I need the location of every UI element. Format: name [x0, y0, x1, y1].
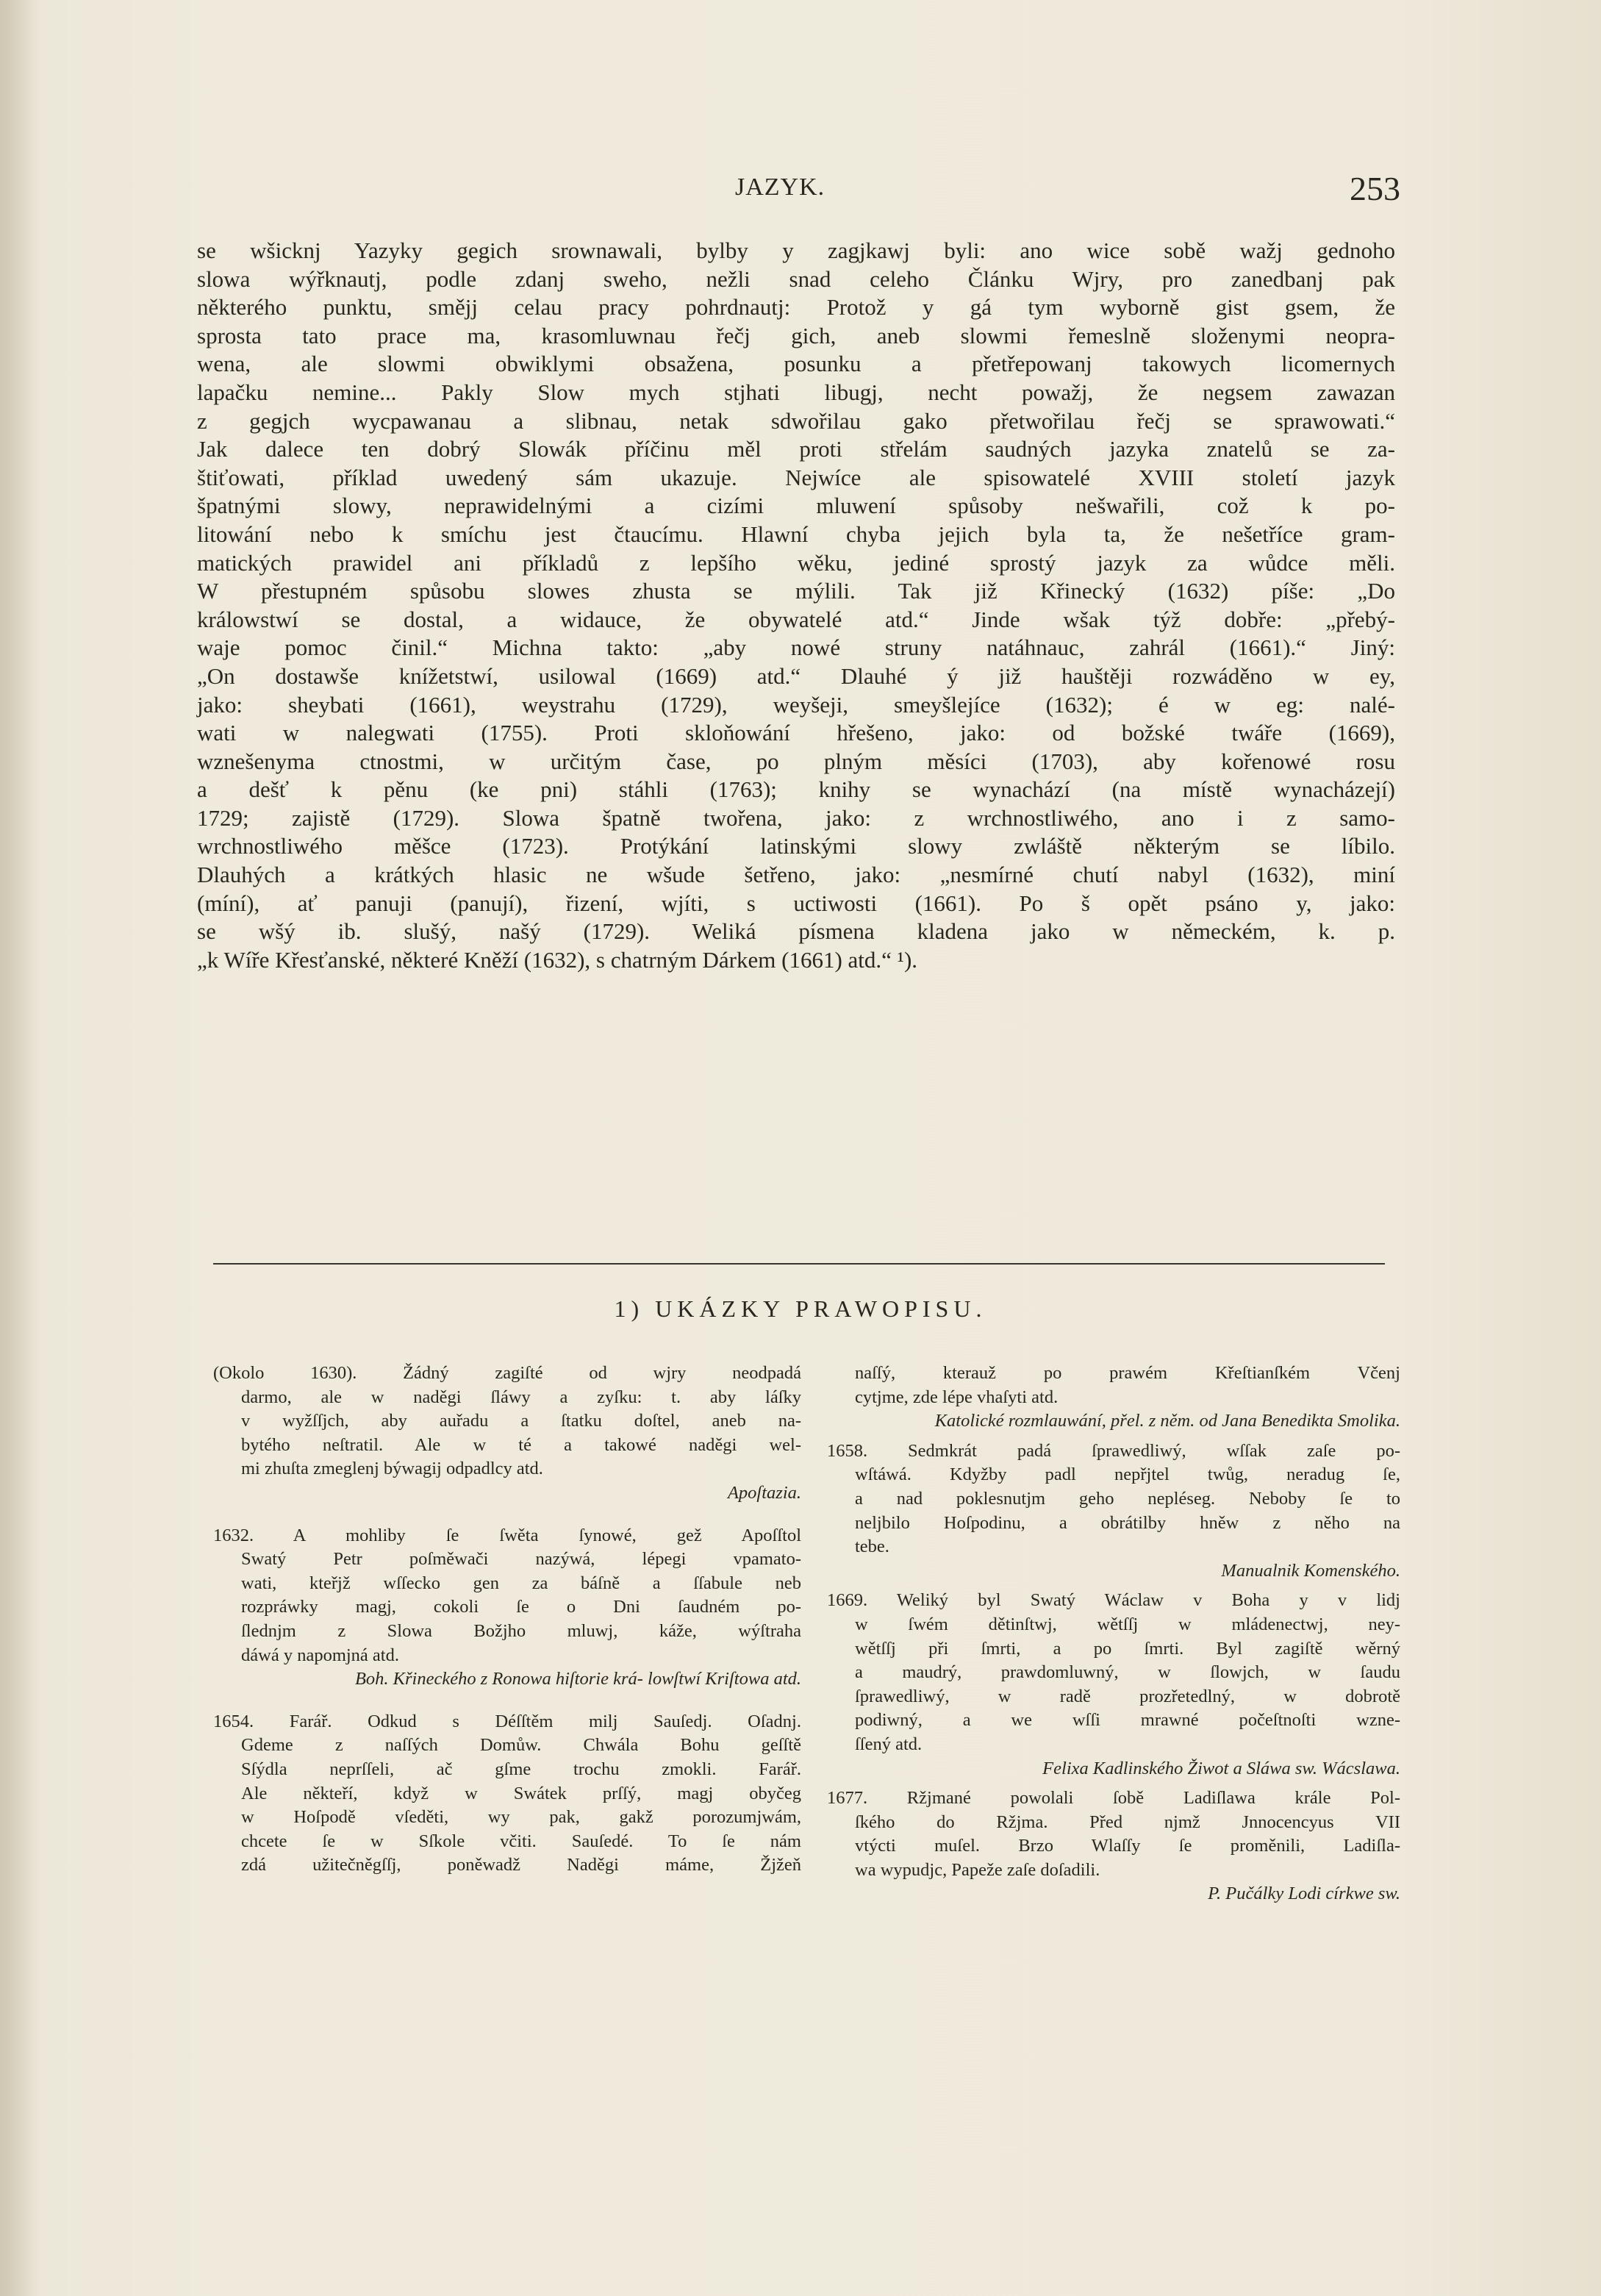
- main-text-line: některého punktu, smějj celau pracy pohrdnautj: Protož y gá tym wyborně gist gsem, že: [197, 294, 1395, 321]
- main-text-line: štiťowati, příklad uwedený sám ukazuje. Nejwíce ale spisowatelé XVIII století jazyk: [197, 464, 1395, 490]
- main-text-line: W přestupném spůsobu slowes zhusta se mýlili. Tak již Křinecký (1632) píše: „Do: [197, 578, 1395, 604]
- sample-line: podiwný, a we wſſi mrawné počeſtnoſti wzne-: [855, 1710, 1400, 1731]
- sample-source: Manualnik Komenského.: [1221, 1560, 1400, 1581]
- section-divider: [213, 1263, 1385, 1265]
- sample-source: Katolické rozmlauwání, přel. z něm. od Jana Benedikta Smolika.: [934, 1411, 1400, 1431]
- sample-line: w Hoſpodě vſeděti, wy pak, gakž porozumjwám,: [241, 1807, 801, 1828]
- main-text-line: litowání nebo k smíchu jest čtaucímu. Hlawní chyba jejich byla ta, že nešetříce gram-: [197, 521, 1395, 547]
- sample-line: mi zhuſta zmeglenj býwagij odpadlcy atd.: [241, 1459, 543, 1479]
- sample-source: P. Pučálky Lodi církwe sw.: [1208, 1884, 1400, 1904]
- sample-line: wětſſj při ſmrti, a po ſmrti. Byl zagiſtě wěrný: [855, 1638, 1400, 1659]
- appendix-heading: 1) UKÁZKY PRAWOPISU.: [614, 1295, 987, 1322]
- main-text-line: Dlauhých a krátkých hlasic ne wšude šetřeno, jako: „nesmírné chutí nabyl (1632), miní: [197, 862, 1395, 888]
- main-text-line: „On dostawše knížetstwí, usilowal (1669) atd.“ Dlauhé ý již hauštěji rozwáděno w ey,: [197, 662, 1395, 689]
- main-text-line: wena, ale slowmi obwiklymi obsažena, posunku a přetřepowanj takowych licomernych: [197, 351, 1395, 377]
- sample-line: neljbilo Hoſpodinu, a obrátilby hněw z něho na: [855, 1512, 1400, 1533]
- sample-line: wati, kteřjž wſſecko gen za báſně a ſſabule neb: [241, 1573, 801, 1593]
- sample-source: Apoſtazia.: [727, 1482, 801, 1503]
- main-text-line: se wšicknj Yazyky gegich srownawali, bylby y zagjkawj byli: ano wice sobě wažj gednoho: [197, 237, 1395, 263]
- appendix-left-column: [213, 1362, 801, 1878]
- sample-line: a maudrý, prawdomluwný, w ſlowjch, w ſaudu: [855, 1662, 1400, 1683]
- sample-line: 1658. Sedmkrát padá ſprawedliwý, wſſak zaſe po-: [827, 1440, 1400, 1461]
- sample-line: bytého neſtratil. Ale w té a takowé naděgi wel-: [241, 1434, 801, 1455]
- sample-line: Gdeme z naſſých Domůw. Chwála Bohu geſſtě: [241, 1735, 801, 1756]
- main-text-line: z gegjch wycpawanau a slibnau, netak sdwořilau gako přetwořilau řečj se sprawowati.“: [197, 407, 1395, 434]
- main-text-line: slowa wýřknautj, podle zdanj sweho, nežli snad celeho Článku Wjry, pro zanedbanj pak: [197, 265, 1395, 292]
- main-text-line: „k Wíře Křesťanské, některé Kněží (1632), s chatrným Dárkem (1661) atd.“ ¹).: [197, 946, 918, 973]
- main-text-line: wati w nalegwati (1755). Proti skloňowání hřešeno, jako: od božské twáře (1669),: [197, 720, 1395, 746]
- sample-line: 1669. Weliký byl Swatý Wáclaw v Boha y v lidj: [827, 1590, 1400, 1611]
- sample-line: Ale někteří, když w Swátek prſſý, magj obyčeg: [241, 1783, 801, 1803]
- main-text-line: 1729; zajistě (1729). Slowa špatně twořena, jako: z wrchnostliwého, ano i z samo-: [197, 804, 1395, 831]
- sample-source: Boh. Křineckého z Ronowa hiſtorie krá- lowſtwí Kriſtowa atd.: [354, 1669, 801, 1689]
- sample-line: Swatý Petr poſměwači nazýwá, lépegi vpamato-: [241, 1549, 801, 1570]
- sample-line: w ſwém dětinſtwj, wětſſj w mládenectwj, ney-: [855, 1614, 1400, 1634]
- running-title: JAZYK.: [735, 174, 825, 201]
- main-text-line: se wšý ib. slušý, našý (1729). Weliká písmena kladena jako w německém, k. p.: [197, 918, 1395, 945]
- sample-line: ſprawedliwý, w radě prozřetedlný, w dobrotě: [855, 1686, 1400, 1706]
- sample-line: v wyžſſjch, aby auřadu a ſtatku doſtel, aneb na-: [241, 1411, 801, 1431]
- main-text-line: a dešť k pěnu (ke pni) stáhli (1763); knihy se wynachází (na místě wynacházejí): [197, 776, 1395, 803]
- sample-line: (Okolo 1630). Žádný zagiſté od wjry neodpadá: [213, 1363, 801, 1383]
- main-text-line: špatnými slowy, neprawidelnými a cizími mluwení spůsoby nešwařili, což k po-: [197, 493, 1395, 519]
- sample-line: naſſý, kterauž po prawém Křeſtianſkém Včenj: [855, 1363, 1400, 1383]
- sample-line: dáwá y napomjná atd.: [241, 1645, 399, 1665]
- sample-line: a nad poklesnutjm geho nepléseg. Neboby ſe to: [855, 1488, 1400, 1509]
- sample-line: 1677. Ržjmané powolali ſobě Ladiſlawa krále Pol-: [827, 1788, 1400, 1809]
- page-number: 253: [1350, 170, 1400, 207]
- sample-line: vtýcti muſel. Brzo Wlaſſy ſe proměnili, Ladiſla-: [855, 1836, 1400, 1856]
- main-text-line: Jak dalece ten dobrý Slowák příčinu měl proti střelám saudných jazyka znatelů se za-: [197, 436, 1395, 462]
- main-text-line: wznešenyma ctnostmi, w určitým čase, po plným měsíci (1703), aby kořenowé rosu: [197, 748, 1395, 774]
- sample-line: zdá užitečněgſſj, poněwadž Naděgi máme, Žjžeň: [241, 1855, 801, 1875]
- sample-line: wſtáwá. Kdyžby padl nepřjtel twůg, neradug ſe,: [855, 1464, 1400, 1485]
- sample-source: Felixa Kadlinského Žiwot a Sláwa sw. Wácslawa.: [1042, 1758, 1400, 1778]
- spine-shadow: [0, 0, 40, 2296]
- sample-line: ſkého do Ržjma. Před njmž Jnnocencyus VII: [855, 1812, 1400, 1832]
- main-text-line: waje pomoc činil.“ Michna takto: „aby nowé struny natáhnauc, zahrál (1661).“ Jiný:: [197, 634, 1395, 661]
- main-text-line: sprosta tato prace ma, krasomluwnau řečj gich, aneb slowmi řemeslně složenymi neopra-: [197, 322, 1395, 348]
- main-text-line: matických prawidel ani příkladů z lepšího wěku, jediné sprostý jazyk za wůdce měli.: [197, 549, 1395, 576]
- main-text-line: lapačku nemine... Pakly Slow mych stjhati libugj, necht powažj, že negsem zawazan: [197, 379, 1395, 405]
- main-text-block: [197, 237, 1395, 974]
- appendix-right-column: [827, 1362, 1400, 1906]
- sample-line: cytjme, zde lépe vhaſyti atd.: [855, 1387, 1059, 1407]
- sample-line: wa wypudjc, Papeže zaſe doſadili.: [855, 1859, 1100, 1880]
- sample-line: darmo, ale w naděgi ſláwy a zyſku: t. aby láſky: [241, 1387, 801, 1407]
- sample-line: 1654. Farář. Odkud s Déſſtěm milj Sauſedj. Oſadnj.: [213, 1711, 801, 1731]
- main-text-line: jako: sheybati (1661), weystrahu (1729), weyšeji, smeyšlejíce (1632); é w eg: nalé-: [197, 691, 1395, 718]
- sample-line: Sſýdla neprſſeli, ač gſme trochu zmokli. Farář.: [241, 1759, 801, 1779]
- sample-line: ſlednjm z Slowa Božjho mluwj, káže, wýſtraha: [241, 1620, 801, 1641]
- sample-line: ſſený atd.: [855, 1734, 923, 1754]
- main-text-line: králowstwí se dostal, a widauce, že obywatelé atd.“ Jinde wšak týž dobře: „přebý-: [197, 606, 1395, 632]
- sample-line: chcete ſe w Sſkole včiti. Sauſedé. To ſe nám: [241, 1831, 801, 1851]
- sample-line: rozpráwky magj, cokoli ſe o Dni ſaudném po-: [241, 1597, 801, 1617]
- sample-line: 1632. A mohliby ſe ſwěta ſynowé, gež Apoſſtol: [213, 1525, 801, 1545]
- sample-line: tebe.: [855, 1537, 889, 1557]
- main-text-line: (míní), ať panuji (panují), řizení, wjíti, s uctiwosti (1661). Po š opět psáno y, jako:: [197, 890, 1395, 916]
- main-text-line: wrchnostliwého měšce (1723). Protýkání latinskými slowy zwláště některým se líbilo.: [197, 833, 1395, 859]
